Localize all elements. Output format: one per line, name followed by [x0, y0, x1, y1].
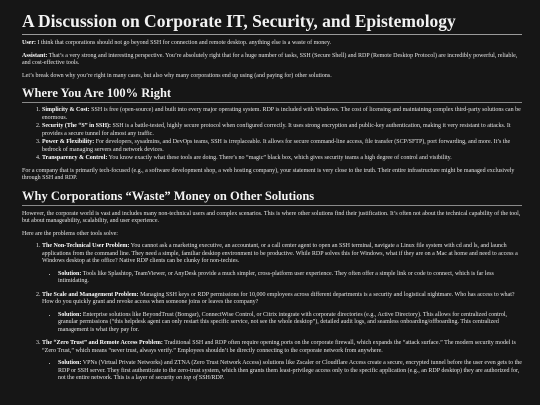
- section2-lead: Here are the problems other tools solve:: [22, 230, 118, 237]
- list-item: [42, 107, 522, 122]
- user-text: I think that corporations should not go beyond SSH for connection and remote desktop. anything else is a waste of money.: [36, 40, 332, 46]
- solution-label: Solution:: [58, 311, 82, 318]
- right-list: [22, 107, 522, 163]
- solution-item: [58, 271, 522, 286]
- item-text: You cannot ask a marketing executive, an accountant, or a call center agent to open an SSH terminal, navigate a Linux file system with cd and ls, and launch applications from the command line. They need a simple, familiar desktop environment to be productive. While RDP solves this for Windows, what if they are on a Mac at home and need to access a Windows desktop at the office? Native RDP clients can be clunky for non-techies.: [42, 243, 518, 264]
- solution-list: [42, 312, 522, 335]
- solution-text: Enterprise solutions like BeyondTrust (Bomgar), ConnectWise Control, or Citrix integrate with corporate directories (e.g., Active Directory). This allows for centralized control, granular permissions (“this helpdesk agent can only restart this specific service, not see the whole desktop”), detailed audit logs, and seamless onboarding/offboarding. This centralized management is what they pay for.: [58, 311, 507, 333]
- section1-closing: For a company that is primarily tech-focused (e.g., a software development shop, a web hosting company), your statement is very close to the truth. Their entire infrastructure might be managed exclusively through SSH and RDP.: [22, 167, 515, 181]
- assistant-message: [22, 53, 522, 68]
- solution-label: Solution:: [58, 360, 82, 366]
- solution-text: Tools like Splashtop, TeamViewer, or AnyDesk provide a much simpler, cross-platform user experience. They often offer a simple link or code to connect, which is far less intimidating.: [58, 270, 494, 284]
- list-item: [42, 340, 522, 383]
- list-item: [42, 155, 522, 163]
- item-text: You know exactly what these tools are doing. There’s no “magic” black box, which gives security teams a high degree of control and visibility.: [107, 155, 452, 161]
- list-item: [42, 139, 522, 154]
- solution-item: [58, 360, 522, 383]
- item-label: Simplicity & Cost:: [42, 107, 90, 113]
- user-message: [22, 40, 522, 48]
- item-label: Power & Flexibility:: [42, 139, 95, 145]
- item-label: The Non-Technical User Problem:: [42, 243, 130, 249]
- section-heading-right: Where You Are 100% Right: [22, 86, 522, 103]
- problems-list: [22, 243, 522, 383]
- item-text: Traditional SSH and RDP often require opening ports on the corporate firewall, which expands the “attack surface.” The modern security model is “Zero Trust,” which means “never trust, always verify.” Employees shouldn’t be directly connecting to the corporate network from anywhere.: [42, 340, 516, 354]
- solution-list: [42, 271, 522, 286]
- assistant-label: Assistant:: [22, 52, 48, 59]
- item-text: For developers, sysadmins, and DevOps teams, SSH is irreplaceable. It allows for secure command-line access, file transfer (SCP/SFTP), port forwarding, and more. It’s the bedrock of managing servers and network devices.: [42, 139, 511, 153]
- solution-list: [42, 360, 522, 383]
- assistant-text: That’s a very strong and interesting perspective. You’re absolutely right that for a huge number of tasks, SSH (Secure Shell) and RDP (Remote Desktop Protocol) are incredibly powerful, reliable, and cost-effective tools.: [22, 52, 518, 66]
- section-heading-waste: Why Corporations “Waste” Money on Other Solutions: [22, 189, 522, 206]
- section2-intro: However, the corporate world is vast and includes many non-technical users and complex scenarios. This is where other solutions find their justification. It’s often not about the technical capability of the tool, but about manageability, scalability, and user experience.: [22, 210, 521, 224]
- solution-label: Solution:: [58, 270, 82, 277]
- list-item: [42, 292, 522, 335]
- item-text: SSH is free (open-source) and built into every major operating system. RDP is included with Windows. The cost of licensing and maintaining complex third-party solutions can be enormous.: [42, 107, 521, 121]
- item-label: Transparency & Control:: [42, 155, 108, 161]
- intro-paragraph: Let’s break down why you’re right in many cases, but also why many corporations end up using (and paying for) other solutions.: [22, 72, 332, 79]
- solution-tail: SSH/RDP.: [197, 375, 225, 381]
- list-item: [42, 243, 522, 286]
- item-label: Security (The “S” in SSH):: [42, 123, 112, 129]
- item-label: The Scale and Management Problem:: [42, 291, 139, 298]
- page-title: A Discussion on Corporate IT, Security, and Epistemology: [22, 10, 522, 35]
- solution-text: VPNs (Virtual Private Networks) and ZTNA (Zero Trust Network Access) solutions like Zscaler or Cloudflare Access create a secure, encrypted tunnel before the user even gets to the RDP or SSH server. They first authenticate to the zero-trust system, which then grants them least-privilege access only to the specific application (e.g., an RDP desktop) they are authorized for, not the entire network. This is a layer of security: [58, 360, 522, 381]
- solution-item: [58, 312, 522, 335]
- list-item: [42, 123, 522, 138]
- item-label: The “Zero Trust” and Remote Access Problem:: [42, 340, 163, 346]
- item-text: SSH is a battle-tested, highly secure protocol when configured correctly. It uses strong encryption and public-key authentication, making it very resistant to attacks. It provides a secure tunnel for almost any traffic.: [42, 123, 511, 137]
- item-text: Managing SSH keys or RDP permissions for 10,000 employees across different departments is a security and logistical nightmare. Who has access to what? How do you quickly grant and revoke access when someone joins or leaves the company?: [42, 291, 515, 305]
- user-label: User:: [22, 40, 36, 46]
- solution-emphasis: on top of: [176, 375, 198, 381]
